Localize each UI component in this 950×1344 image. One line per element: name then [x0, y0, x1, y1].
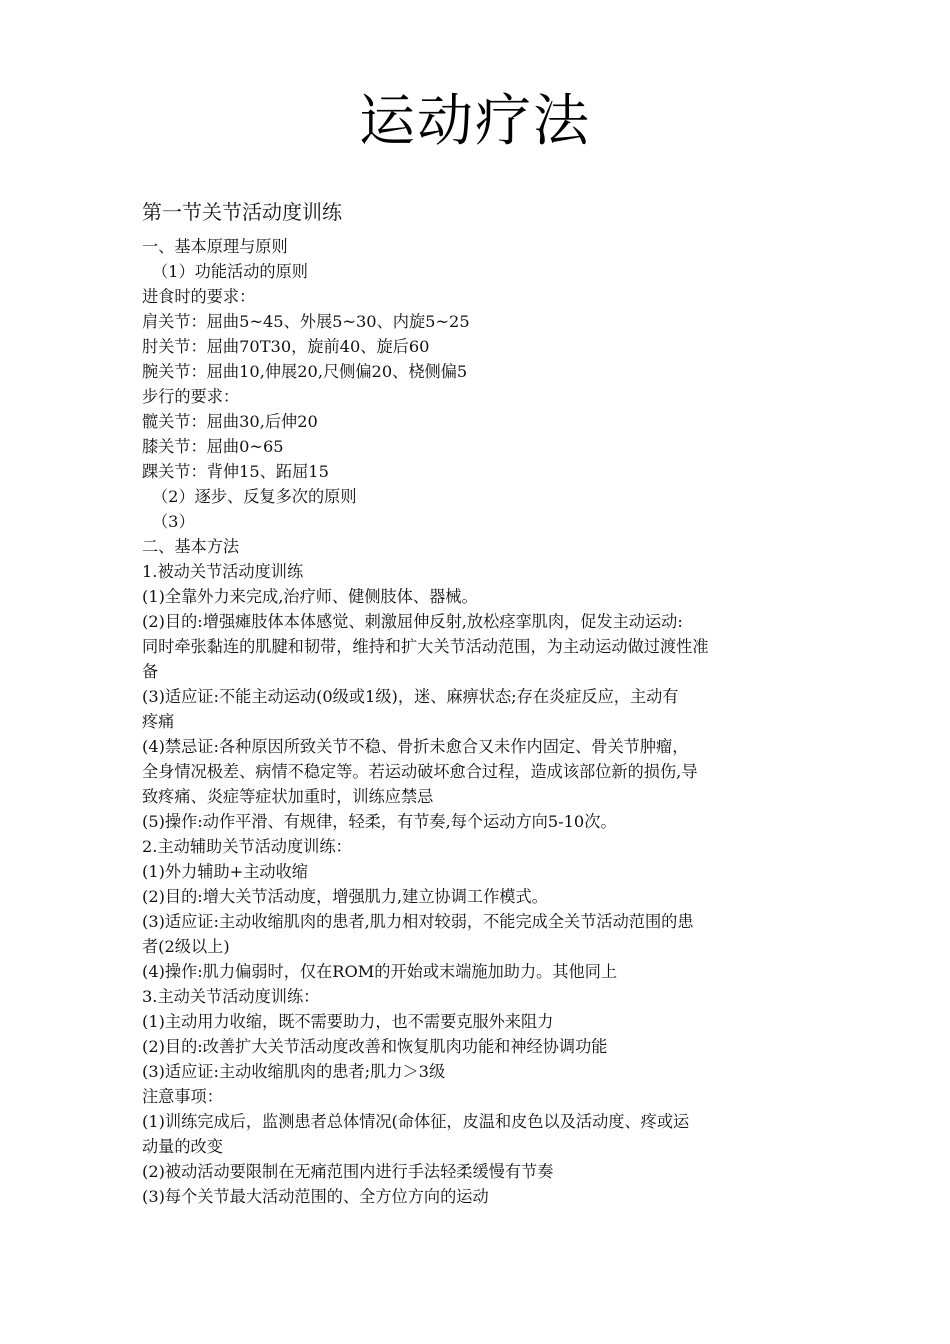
text-line: 一、基本原理与原则 — [142, 237, 288, 256]
text-line: (4)操作:肌力偏弱时，仅在ROM的开始或末端施加助力。其他同上 — [142, 962, 618, 981]
text-line: 致疼痛、炎症等症状加重时，训练应禁忌 — [142, 787, 434, 806]
text-line: 注意事项： — [142, 1087, 223, 1106]
text-line: (2)目的:增强瘫肢体本体感觉、刺激屈伸反射,放松痉挛肌肉，促发主动运动: — [142, 612, 683, 631]
text-line: 者(2级以上) — [142, 937, 230, 956]
text-line: （2）逐步、反复多次的原则 — [152, 487, 357, 506]
text-line: 3.主动关节活动度训练： — [142, 987, 320, 1006]
text-line: (3)适应证:不能主动运动(0级或1级)，迷、麻痹状态;存在炎症反应，主动有 — [142, 687, 679, 706]
text-line: 动量的改变 — [142, 1137, 223, 1156]
text-line: 进食时的要求： — [142, 287, 256, 306]
text-line: (1)训练完成后，监测患者总体情况(命体征，皮温和皮色以及活动度、疼或运 — [142, 1112, 690, 1131]
text-line: 步行的要求： — [142, 387, 240, 406]
text-line: (2)目的:增大关节活动度，增强肌力,建立协调工作模式。 — [142, 887, 548, 906]
text-line: 肩关节：屈曲5~45、外展5~30、内旋5~25 — [142, 312, 470, 331]
text-line: (3)每个关节最大活动范围的、全方位方向的运动 — [142, 1187, 489, 1206]
text-line: 2.主动辅助关节活动度训练： — [142, 837, 352, 856]
document-title: 运动疗法 — [359, 89, 591, 154]
text-line: (3)适应证:主动收缩肌肉的患者,肌力相对较弱，不能完成全关节活动范围的患 — [142, 912, 694, 931]
text-line: 1.被动关节活动度训练 — [142, 562, 304, 581]
text-line: 膝关节：屈曲0~65 — [142, 437, 284, 456]
text-line: (3)适应证:主动收缩肌肉的患者;肌力＞3级 — [142, 1062, 446, 1081]
text-line: 疼痛 — [142, 712, 175, 731]
section-heading: 第一节关节活动度训练 — [142, 200, 342, 224]
body-text — [142, 234, 817, 1209]
text-line: (1)外力辅助+主动收缩 — [142, 862, 308, 881]
text-line: 同时牵张黏连的肌腱和韧带，维持和扩大关节活动范围，为主动运动做过渡性准 — [142, 637, 709, 656]
text-line: 髋关节：屈曲30,后伸20 — [142, 412, 318, 431]
text-line: (1)主动用力收缩，既不需要助力，也不需要克服外来阻力 — [142, 1012, 554, 1031]
text-line: (1)全靠外力来完成,治疗师、健侧肢体、器械。 — [142, 587, 478, 606]
text-line: 踝关节：背伸15、跖屈15 — [142, 462, 329, 481]
text-line: (2)目的:改善扩大关节活动度改善和恢复肌肉功能和神经协调功能 — [142, 1037, 608, 1056]
text-line: （3） — [152, 512, 195, 531]
text-line: (4)禁忌证:各种原因所致关节不稳、骨折未愈合又未作内固定、骨关节肿瘤， — [142, 737, 689, 756]
text-line: 二、基本方法 — [142, 537, 240, 556]
text-line: 全身情况极差、病情不稳定等。若运动破坏愈合过程，造成该部位新的损伤,导 — [142, 762, 698, 781]
text-line: 腕关节：屈曲10,伸展20,尺侧偏20、桡侧偏5 — [142, 362, 468, 381]
text-line: 肘关节：屈曲70T30，旋前40、旋后60 — [142, 337, 430, 356]
text-line: (2)被动活动要限制在无痛范围内进行手法轻柔缓慢有节奏 — [142, 1162, 554, 1181]
text-line: (5)操作:动作平滑、有规律，轻柔，有节奏,每个运动方向5-10次。 — [142, 812, 617, 831]
text-line: 备 — [142, 662, 159, 681]
text-line: （1）功能活动的原则 — [152, 262, 308, 281]
